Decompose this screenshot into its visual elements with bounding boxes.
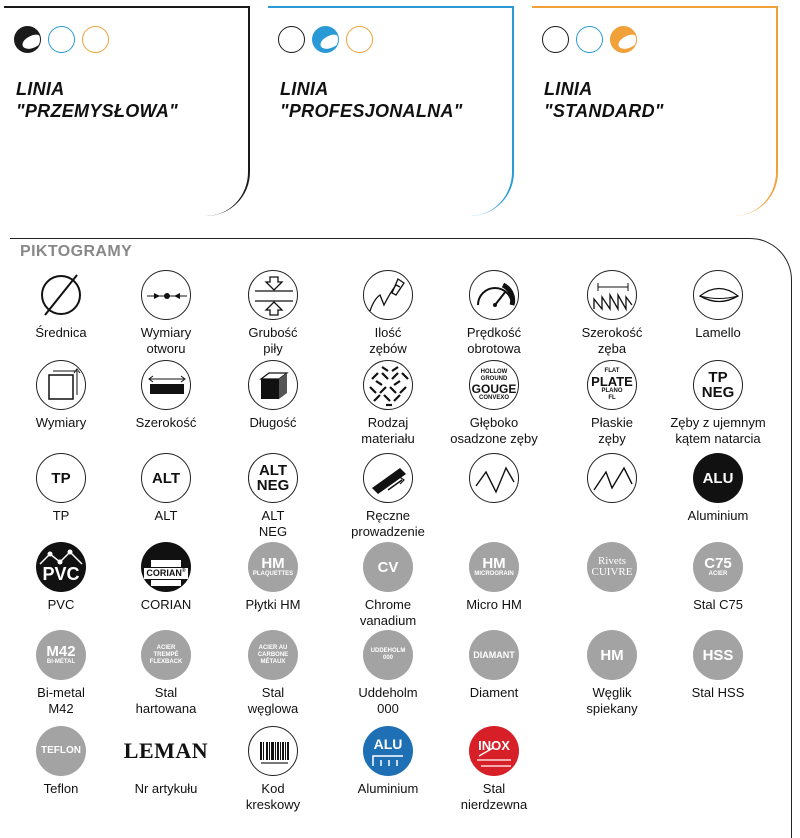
picto-alt <box>111 453 221 524</box>
hm-micrograin-icon: HM MICROGRAIN <box>469 542 519 592</box>
picto-label: Grubość piły <box>248 325 298 356</box>
width-icon <box>141 360 191 410</box>
picto-label: ALT NEG <box>258 508 288 539</box>
picto-label: Lamello <box>695 325 741 340</box>
picto-micro <box>439 542 549 613</box>
alu-blue-icon: ALU <box>363 726 413 776</box>
picto-aluminium-2 <box>333 726 443 797</box>
picto-label: Bi-metal M42 <box>37 685 85 716</box>
picto-weglowa <box>218 630 328 717</box>
black-dot-icon <box>542 26 569 53</box>
speed-gauge-icon <box>469 270 519 320</box>
picto-altneg <box>218 453 328 540</box>
picto-label: Średnica <box>35 325 87 340</box>
blue-dot-icon <box>312 26 339 53</box>
teflon-icon: TEFLON <box>36 726 86 776</box>
barcode-icon <box>248 726 298 776</box>
line-card-industrial <box>4 6 250 216</box>
picto-label: Ilość zębów <box>369 325 407 356</box>
picto-kod <box>218 726 328 813</box>
material-pattern-icon <box>363 360 413 410</box>
alt-neg-icon: ALT NEG <box>248 453 298 503</box>
blue-dot-icon <box>48 26 75 53</box>
picto-label: Stal węglowa <box>247 685 299 716</box>
rivets-cuivre-icon: Rivets CUIVRE <box>587 542 637 592</box>
inox-icon: INOX <box>469 726 519 776</box>
line-title-1: LINIA <box>544 79 593 99</box>
picto-label: Prędkość obrotowa <box>466 325 522 356</box>
diameter-icon <box>36 270 86 320</box>
picto-plaskie <box>557 360 667 447</box>
carbon-steel-icon: ACIER AU CARBONE MÉTAUX <box>248 630 298 680</box>
picto-szerokosc <box>111 360 221 431</box>
hardened-steel-icon: ACIER TREMPÉ FLEXBACK <box>141 630 191 680</box>
tooth-count-icon <box>363 270 413 320</box>
picto-weglik <box>557 630 667 717</box>
line-title-2: "PROFESJONALNA" <box>280 101 463 121</box>
picto-dlugosc <box>218 360 328 431</box>
picto-label: Aluminium <box>687 508 749 523</box>
line-indicator <box>542 26 637 53</box>
picto-uddeholm <box>333 630 443 717</box>
picto-ilosc-zebow <box>333 270 443 357</box>
cv-icon: CV <box>363 542 413 592</box>
picto-label: Stal C75 <box>693 597 743 612</box>
picto-label: Stal HSS <box>691 685 745 700</box>
picto-label: TP <box>52 508 70 523</box>
line-indicator <box>14 26 109 53</box>
picto-label: Szerokość zęba <box>581 325 643 356</box>
picto-label: PVC <box>47 597 75 612</box>
picto-label: Wymiary <box>35 415 87 430</box>
line-card-professional <box>268 6 514 216</box>
orange-dot-icon <box>82 26 109 53</box>
picto-wymiary-otworu <box>111 270 221 357</box>
picto-hss <box>663 630 773 701</box>
diamond-icon: DIAMANT <box>469 630 519 680</box>
picto-label: Zęby z ujemnym kątem natarcia <box>670 415 766 446</box>
picto-wymiary <box>6 360 116 431</box>
line-title-2: "STANDARD" <box>544 101 664 121</box>
line-title-2: "PRZEMYSŁOWA" <box>16 101 178 121</box>
orange-dot-icon <box>346 26 373 53</box>
black-dot-icon <box>14 26 41 53</box>
tp-icon: TP <box>36 453 86 503</box>
alu-icon: ALU <box>693 453 743 503</box>
picto-label: Wymiary otworu <box>140 325 192 356</box>
orange-dot-icon <box>610 26 637 53</box>
picto-label: Ręczne prowadzenie <box>351 508 425 539</box>
black-dot-icon <box>278 26 305 53</box>
picto-rivets <box>557 542 667 592</box>
blue-dot-icon <box>576 26 603 53</box>
picto-label: Płaskie zęby <box>591 415 633 446</box>
tooth-width-icon <box>587 270 637 320</box>
gouge-icon: HOLLOW GROUND GOUGE CONVEXO <box>469 360 519 410</box>
picto-label: Chrome vanadium <box>359 597 417 628</box>
picto-chrome <box>333 542 443 629</box>
picto-pvc <box>6 542 116 613</box>
line-card-standard <box>532 6 778 216</box>
manual-feed-icon <box>363 453 413 503</box>
picto-grubosc <box>218 270 328 357</box>
picto-corian <box>111 542 221 613</box>
picto-label: Kod kreskowy <box>245 781 301 812</box>
line-title-1: LINIA <box>280 79 329 99</box>
picto-plytki <box>218 542 328 613</box>
picto-label: Węglik spiekany <box>586 685 638 716</box>
picto-label: Stal hartowana <box>135 685 197 716</box>
picto-leman <box>111 726 221 797</box>
picto-zigzag-1 <box>439 453 549 503</box>
blade-thickness-icon <box>248 270 298 320</box>
picto-label: CORIAN <box>140 597 192 612</box>
leman-logo-icon: LEMAN <box>123 738 209 763</box>
tooth-profile-icon <box>469 453 519 503</box>
picto-inox <box>439 726 549 813</box>
tp-neg-icon: TP NEG <box>693 360 743 410</box>
length-icon <box>248 360 298 410</box>
picto-lamello <box>663 270 773 341</box>
picto-label: Rodzaj materiału <box>361 415 415 446</box>
line-title <box>280 78 463 122</box>
c75-icon: C75 ACIER <box>693 542 743 592</box>
uddeholm-icon: UDDEHOLM 000 <box>363 630 413 680</box>
picto-label: ALT <box>154 508 178 523</box>
picto-reczne <box>333 453 443 540</box>
picto-label: Stal nierdzewna <box>460 781 528 812</box>
picto-label: Teflon <box>43 781 79 796</box>
picto-label: Aluminium <box>357 781 419 796</box>
picto-label: Micro HM <box>466 597 522 612</box>
picto-label: Długość <box>249 415 297 430</box>
hm-plaquettes-icon: HM PLAQUETTES <box>248 542 298 592</box>
picto-label: Płytki HM <box>245 597 301 612</box>
picto-predkosc <box>439 270 549 357</box>
picto-diament <box>439 630 549 701</box>
line-title <box>544 78 664 122</box>
hm-icon: HM <box>587 630 637 680</box>
picto-label: Głęboko osadzone zęby <box>450 415 538 446</box>
picto-gleboko <box>439 360 549 447</box>
picto-srednica <box>6 270 116 341</box>
section-title: PIKTOGRAMY <box>20 243 133 260</box>
corian-icon: CORIAN® <box>141 542 191 592</box>
picto-label: Nr artykułu <box>134 781 198 796</box>
line-indicator <box>278 26 373 53</box>
picto-hartowana <box>111 630 221 717</box>
line-title <box>16 78 178 122</box>
m42-icon: M42 BI-MÉTAL <box>36 630 86 680</box>
hss-icon: HSS <box>693 630 743 680</box>
picto-label: Uddeholm 000 <box>358 685 418 716</box>
dimensions-icon <box>36 360 86 410</box>
bore-size-icon <box>141 270 191 320</box>
picto-tpneg <box>663 360 773 447</box>
picto-teflon <box>6 726 116 797</box>
picto-aluminium-1 <box>663 453 773 524</box>
picto-c75 <box>663 542 773 613</box>
alt-icon: ALT <box>141 453 191 503</box>
picto-label: Diament <box>469 685 519 700</box>
lamello-icon <box>693 270 743 320</box>
picto-rodzaj <box>333 360 443 447</box>
picto-zigzag-2 <box>557 453 667 503</box>
picto-m42 <box>6 630 116 717</box>
line-title-1: LINIA <box>16 79 65 99</box>
picto-tp <box>6 453 116 524</box>
pvc-icon: PVC <box>36 542 86 592</box>
tooth-profile-icon <box>587 453 637 503</box>
picto-szerokosc-zeba <box>557 270 667 357</box>
flat-plate-icon: FLAT PLATE PLANO FL <box>587 360 637 410</box>
picto-label: Szerokość <box>135 415 197 430</box>
